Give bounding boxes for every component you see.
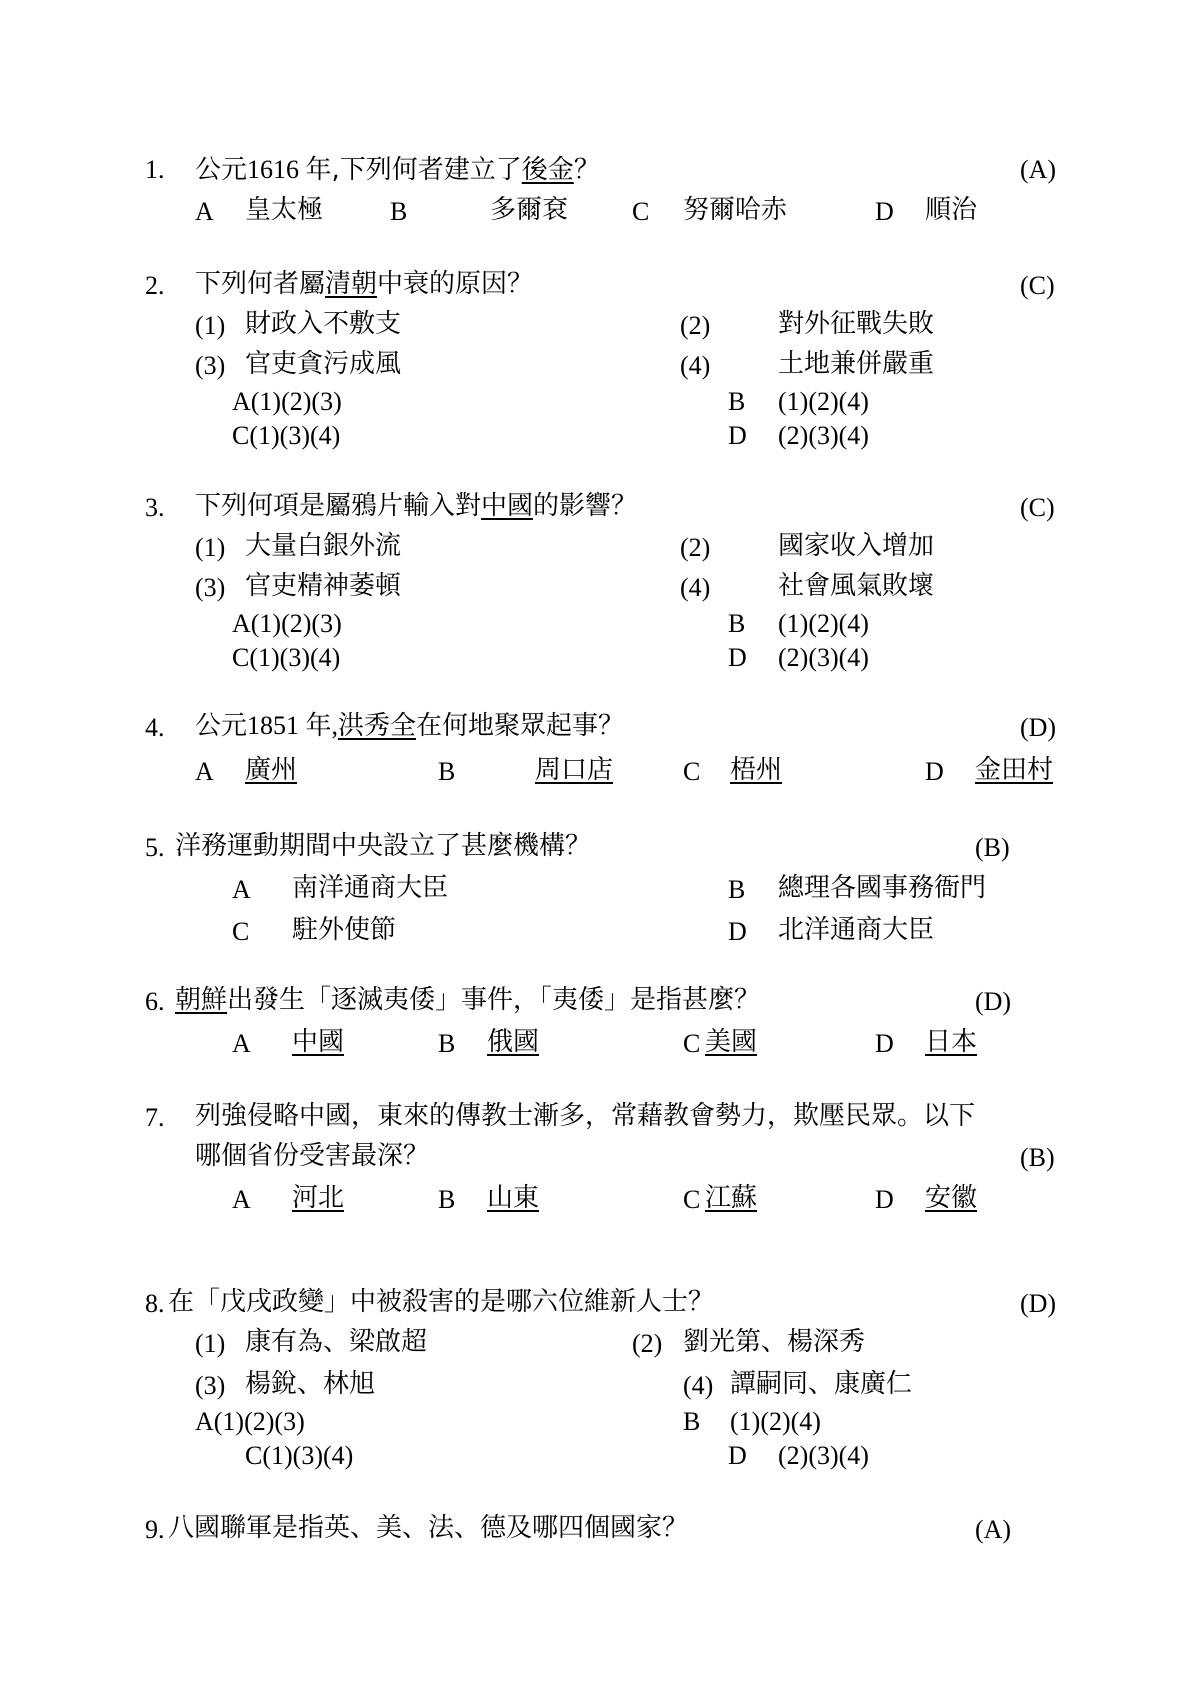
item-number: (2) <box>632 1329 663 1358</box>
option-text: 梧州 <box>730 755 783 785</box>
option-text: 皇太極 <box>245 195 324 225</box>
item-text: 譚嗣同、康廣仁 <box>730 1369 913 1399</box>
question-text: 在「戊戌政變」中被殺害的是哪六位維新人士？ <box>168 1287 715 1317</box>
option-text: 廣州 <box>245 755 298 785</box>
option-letter: D <box>875 197 894 226</box>
option-text: 南洋通商大臣 <box>292 873 449 903</box>
answer-key: (B) <box>1020 1143 1055 1172</box>
option-text: 美國 <box>705 1027 758 1057</box>
item-number: (4) <box>683 1371 714 1400</box>
option-text: 北洋通商大臣 <box>778 915 935 945</box>
option-letter: A <box>232 1185 251 1214</box>
option-letter: C <box>632 197 650 226</box>
choice-text: (2)(3)(4) <box>778 421 869 450</box>
question-text: 朝鮮出發生「逐滅夷倭」事件，「夷倭」是指甚麼？ <box>175 985 761 1015</box>
item-text: 社會風氣敗壞 <box>778 571 935 601</box>
item-number: (3) <box>195 573 226 602</box>
question-number: 5. <box>145 833 165 862</box>
item-number: (2) <box>680 311 711 340</box>
choice-letter: D <box>728 643 747 672</box>
choice-letter: D <box>728 421 747 450</box>
option-letter: A <box>195 757 214 786</box>
item-number: (4) <box>680 573 711 602</box>
answer-key: (B) <box>975 833 1010 862</box>
question-text: 下列何者屬清朝中衰的原因？ <box>195 269 534 299</box>
answer-key: (D) <box>975 987 1012 1016</box>
item-number: (3) <box>195 1371 226 1400</box>
option-text: 多爾袞 <box>490 195 569 225</box>
option-text: 安徽 <box>925 1183 978 1213</box>
question-text: 哪個省份受害最深？ <box>195 1141 430 1171</box>
option-text: 江蘇 <box>705 1183 758 1213</box>
option-text: 駐外使節 <box>292 915 397 945</box>
item-number: (1) <box>195 1329 226 1358</box>
option-letter: D <box>925 757 944 786</box>
item-number: (1) <box>195 533 226 562</box>
option-letter: C <box>683 1029 701 1058</box>
choice-text: C(1)(3)(4) <box>232 643 341 672</box>
question-text: 下列何項是屬鴉片輸入對中國的影響？ <box>195 491 638 521</box>
choice-text: (1)(2)(4) <box>778 609 869 638</box>
question-number: 1. <box>145 155 165 184</box>
answer-key: (A) <box>975 1515 1012 1544</box>
question-text: 八國聯軍是指英、美、法、德及哪四個國家？ <box>168 1513 689 1543</box>
option-text: 日本 <box>925 1027 978 1057</box>
question-number: 7. <box>145 1103 165 1132</box>
option-letter: C <box>232 917 250 946</box>
question-number: 3. <box>145 493 165 522</box>
choice-letter: B <box>728 387 746 416</box>
item-text: 官吏精神萎頓 <box>245 571 402 601</box>
item-number: (3) <box>195 351 226 380</box>
answer-key: (A) <box>1020 155 1057 184</box>
option-text: 中國 <box>292 1027 345 1057</box>
answer-key: (D) <box>1020 713 1057 742</box>
item-text: 財政入不敷支 <box>245 309 402 339</box>
answer-key: (D) <box>1020 1289 1057 1318</box>
option-text: 努爾哈赤 <box>683 195 788 225</box>
option-letter: B <box>390 197 408 226</box>
option-letter: B <box>438 757 456 786</box>
question-number: 2. <box>145 271 165 300</box>
choice-text: (1)(2)(4) <box>778 387 869 416</box>
question-text: 列強侵略中國，東來的傳教士漸多，常藉教會勢力，欺壓民眾。以下 <box>195 1101 976 1131</box>
option-letter: D <box>875 1185 894 1214</box>
item-number: (2) <box>680 533 711 562</box>
answer-key: (C) <box>1020 271 1055 300</box>
choice-text: (2)(3)(4) <box>778 643 869 672</box>
question-number: 9. <box>145 1515 165 1544</box>
item-text: 官吏貪污成風 <box>245 349 402 379</box>
question-text: 公元1616 年,下列何者建立了後金？ <box>195 155 600 185</box>
choice-letter: B <box>683 1407 701 1436</box>
option-letter: B <box>438 1029 456 1058</box>
option-letter: D <box>728 917 747 946</box>
option-text: 金田村 <box>975 755 1054 785</box>
item-text: 國家收入增加 <box>778 531 935 561</box>
option-letter: A <box>232 1029 251 1058</box>
option-text: 總理各國事務衙門 <box>778 873 987 903</box>
question-text: 公元1851 年,洪秀全在何地聚眾起事？ <box>195 711 625 741</box>
choice-letter: D <box>728 1441 747 1470</box>
option-letter: D <box>875 1029 894 1058</box>
question-text: 洋務運動期間中央設立了甚麼機構？ <box>175 831 592 861</box>
question-number: 4. <box>145 713 165 742</box>
item-text: 對外征戰失敗 <box>778 309 935 339</box>
option-letter: C <box>683 757 701 786</box>
item-text: 大量白銀外流 <box>245 531 402 561</box>
option-letter: B <box>438 1185 456 1214</box>
option-text: 河北 <box>292 1183 345 1213</box>
item-number: (1) <box>195 311 226 340</box>
item-text: 土地兼併嚴重 <box>778 349 935 379</box>
choice-text: C(1)(3)(4) <box>245 1441 354 1470</box>
choice-text: (2)(3)(4) <box>778 1441 869 1470</box>
choice-text: (1)(2)(4) <box>730 1407 821 1436</box>
option-text: 周口店 <box>535 755 614 785</box>
option-letter: A <box>195 197 214 226</box>
answer-key: (C) <box>1020 493 1055 522</box>
item-text: 康有為、梁啟超 <box>245 1327 428 1357</box>
item-number: (4) <box>680 351 711 380</box>
option-letter: B <box>728 875 746 904</box>
option-text: 山東 <box>487 1183 540 1213</box>
option-text: 順治 <box>925 195 978 225</box>
option-text: 俄國 <box>487 1027 540 1057</box>
choice-text: A(1)(2)(3) <box>232 387 342 416</box>
choice-text: A(1)(2)(3) <box>195 1407 305 1436</box>
choice-text: A(1)(2)(3) <box>232 609 342 638</box>
question-number: 8. <box>145 1289 165 1318</box>
option-letter: A <box>232 875 251 904</box>
item-text: 劉光第、楊深秀 <box>683 1327 866 1357</box>
option-letter: C <box>683 1185 701 1214</box>
question-number: 6. <box>145 987 165 1016</box>
choice-text: C(1)(3)(4) <box>232 421 341 450</box>
choice-letter: B <box>728 609 746 638</box>
item-text: 楊銳、林旭 <box>245 1369 376 1399</box>
